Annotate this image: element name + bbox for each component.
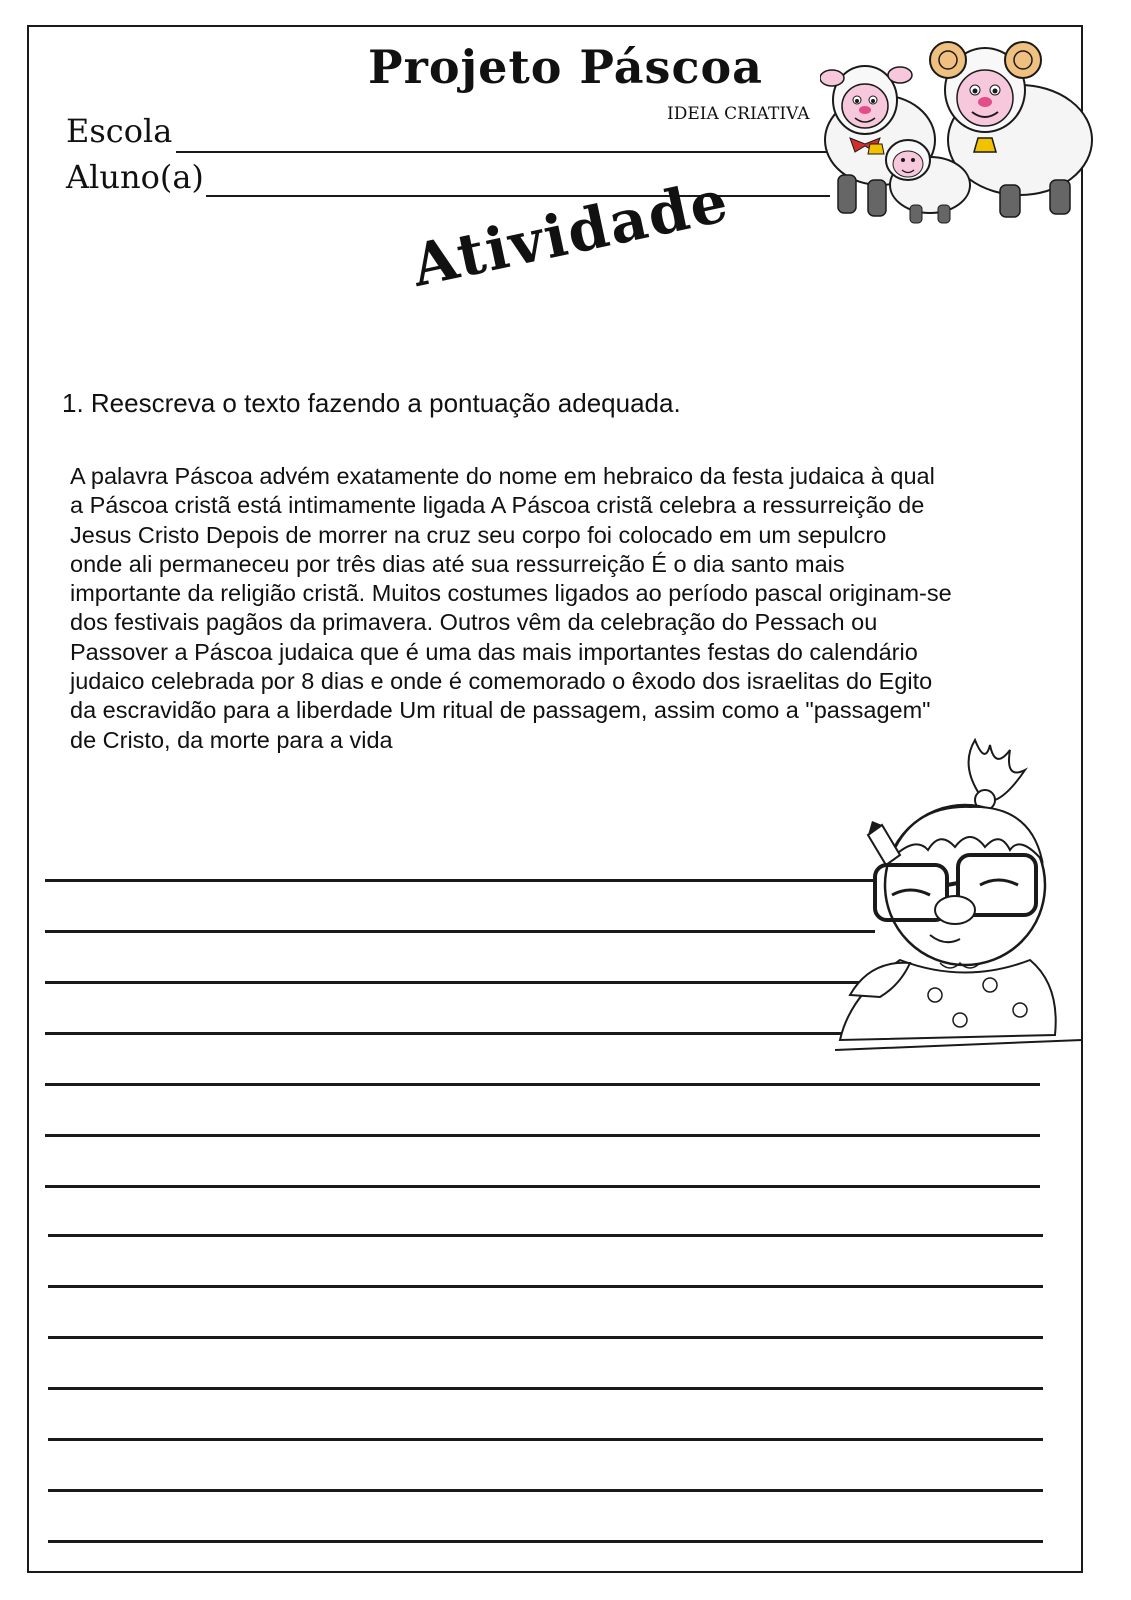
passage-line: a Páscoa cristã está intimamente ligada A Páscoa cristã celebra a ressurreição de [70, 492, 925, 519]
passage [70, 462, 1070, 755]
writing-line[interactable] [45, 1134, 1040, 1137]
page-title: Projeto Páscoa [368, 40, 763, 94]
school-label: Escola [66, 112, 173, 150]
activity-heading: Atividade [405, 166, 736, 300]
passage-line: Passover a Páscoa judaica que é uma das mais importantes festas do calendário [70, 638, 918, 665]
brand-label: IDEIA CRIATIVA [667, 104, 810, 124]
writing-line[interactable] [45, 879, 875, 882]
writing-line[interactable] [45, 981, 875, 984]
girl-with-glasses-icon [830, 735, 1085, 1055]
school-input-line[interactable] [176, 151, 830, 153]
passage-line: de Cristo, da morte para a vida [70, 726, 393, 753]
sheep-family-icon [820, 20, 1100, 230]
writing-line[interactable] [48, 1438, 1043, 1441]
passage-line: A palavra Páscoa advém exatamente do nome em hebraico da festa judaica à qual [70, 463, 935, 489]
writing-line[interactable] [48, 1285, 1043, 1288]
passage-line: onde ali permaneceu por três dias até sua ressurreição É o dia santo mais [70, 550, 845, 577]
writing-line[interactable] [48, 1489, 1043, 1492]
writing-line[interactable] [45, 1083, 1040, 1086]
writing-line[interactable] [48, 1540, 1043, 1543]
writing-line[interactable] [48, 1234, 1043, 1237]
student-input-line[interactable] [206, 195, 830, 197]
writing-line[interactable] [45, 930, 875, 933]
passage-line: Jesus Cristo Depois de morrer na cruz seu corpo foi colocado em um sepulcro [70, 521, 887, 548]
writing-line[interactable] [48, 1387, 1043, 1390]
question-text: 1. Reescreva o texto fazendo a pontuação adequada. [62, 388, 681, 418]
writing-line[interactable] [45, 1032, 855, 1035]
passage-line: dos festivais pagãos da primavera. Outros vêm da celebração do Pessach ou [70, 609, 878, 636]
writing-line[interactable] [45, 1185, 1040, 1188]
writing-line[interactable] [48, 1336, 1043, 1339]
passage-line: da escravidão para a liberdade Um ritual de passagem, assim como a "passagem" [70, 697, 931, 724]
student-label: Aluno(a) [66, 158, 204, 196]
passage-line: importante da religião cristã. Muitos costumes ligados ao período pascal originam-se [70, 580, 952, 607]
passage-line: judaico celebrada por 8 dias e onde é comemorado o êxodo dos israelitas do Egito [70, 668, 933, 695]
